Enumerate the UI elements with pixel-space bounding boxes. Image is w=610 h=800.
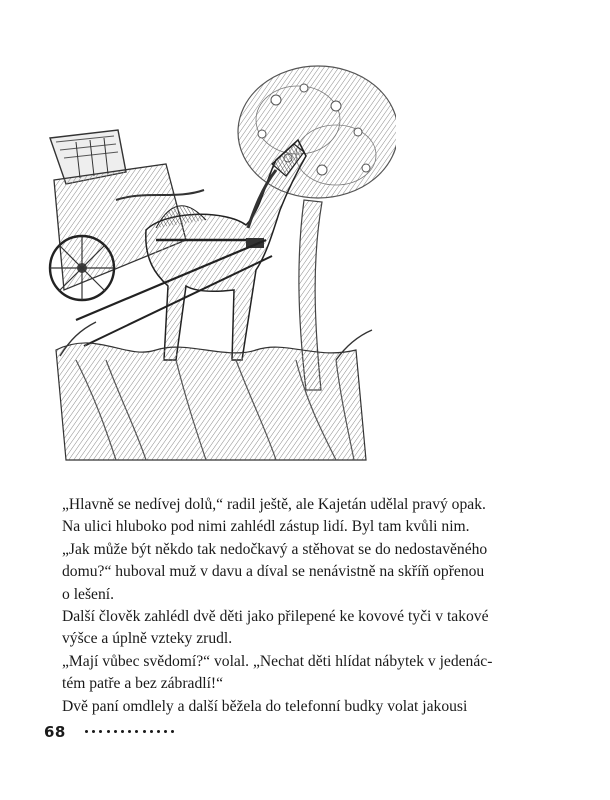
dot bbox=[171, 730, 174, 733]
dot bbox=[150, 730, 153, 733]
dot bbox=[121, 730, 124, 733]
dot bbox=[135, 730, 138, 733]
paragraph bbox=[62, 651, 552, 696]
horse bbox=[146, 140, 306, 360]
dot bbox=[114, 730, 117, 733]
dot bbox=[164, 730, 167, 733]
paragraph bbox=[62, 516, 552, 538]
page-number-dots bbox=[85, 727, 185, 735]
paragraph bbox=[62, 696, 552, 718]
text-line: výšce a úplně vzteky zrudl. bbox=[62, 630, 233, 648]
dot bbox=[157, 730, 160, 733]
text-line: tém patře a bez zábradlí!“ bbox=[62, 675, 224, 693]
dot bbox=[107, 730, 110, 733]
text-line: domu?“ huboval muž v davu a díval se nenávistně na skříň opřenou bbox=[62, 563, 485, 581]
dot bbox=[143, 730, 146, 733]
text-line: „Jak může být někdo tak nedočkavý a stěhovat se do nedostavěného bbox=[62, 540, 488, 558]
paragraph bbox=[62, 494, 552, 516]
dot bbox=[85, 730, 88, 733]
text-line: Dvě paní omdlely a další běžela do telefonní budky volat jakousi bbox=[62, 697, 468, 715]
grass-base bbox=[56, 322, 372, 460]
text-line: „Mají vůbec svědomí?“ volal. „Nechat děti hlídat nábytek v jedenác- bbox=[62, 652, 493, 670]
text-line: „Hlavně se nedívej dolů,“ radil ještě, ale Kajetán udělal pravý opak. bbox=[62, 496, 486, 513]
tree-crown bbox=[238, 66, 396, 198]
illustration-horse-carriage bbox=[36, 60, 396, 470]
dot bbox=[128, 730, 131, 733]
paragraph bbox=[62, 606, 552, 651]
dot bbox=[92, 730, 95, 733]
body-text bbox=[62, 494, 552, 718]
text-line: Další člověk zahlédl dvě děti jako přilepené ke kovové tyči v takové bbox=[62, 608, 489, 626]
dot bbox=[99, 730, 102, 733]
carriage-wheel bbox=[50, 236, 114, 300]
text-line: Na ulici hluboko pod nimi zahlédl zástup lidí. Byl tam kvůli nim. bbox=[62, 518, 470, 536]
text-line: o lešení. bbox=[62, 585, 114, 603]
paragraph bbox=[62, 539, 552, 606]
page-number: 68 bbox=[44, 723, 66, 741]
